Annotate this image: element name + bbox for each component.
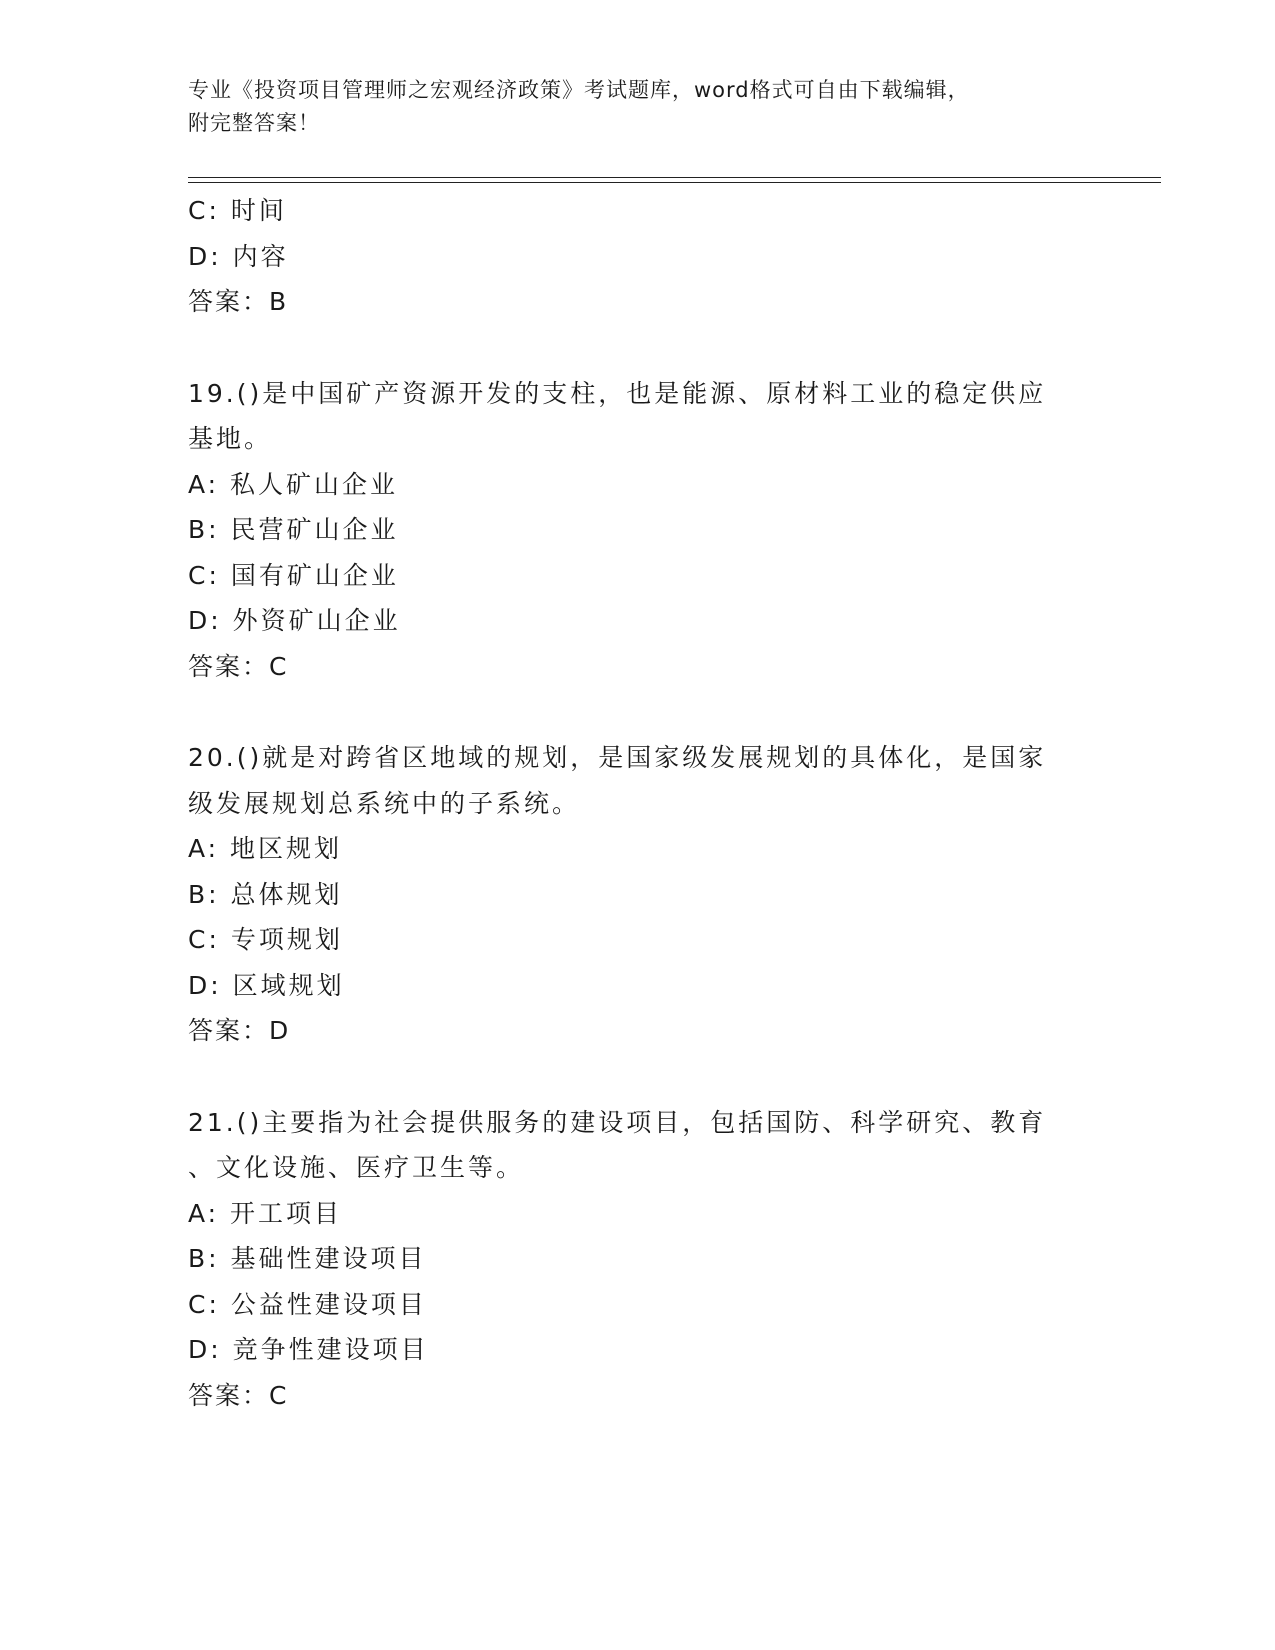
option-d: D: 竞争性建设项目 [188,1335,429,1364]
spacer [188,1054,1088,1100]
answer-line: 答案：B [188,287,289,316]
spacer [188,325,1088,371]
question-stem-line: 20.()就是对跨省区地域的规划，是国家级发展规划的具体化，是国家 [188,743,1047,772]
question-18-tail [188,188,1088,325]
option-d: D: 区域规划 [188,970,345,1000]
option-a: A: 私人矿山企业 [188,469,399,499]
option-c: C: 国有矿山企业 [188,560,399,590]
option-a: A: 地区规划 [188,834,343,863]
document-header-note [188,74,1088,140]
header-double-rule [188,177,1161,183]
question-list [188,188,1088,1418]
answer-line: 答案：C [188,651,289,681]
spacer [188,689,1088,735]
option-c: C: 时间 [188,196,287,225]
question-21 [188,1100,1088,1419]
option-d: D: 外资矿山企业 [188,606,401,635]
option-a: A: 开工项目 [188,1198,343,1228]
option-b: B: 总体规划 [188,879,343,909]
question-stem-line: 基地。 [188,424,273,453]
option-c: C: 公益性建设项目 [188,1289,427,1319]
option-d: D: 内容 [188,241,289,271]
question-20 [188,735,1088,1054]
option-b: B: 民营矿山企业 [188,515,399,544]
question-stem-line: 19.()是中国矿产资源开发的支柱，也是能源、原材料工业的稳定供应 [188,378,1047,408]
question-stem-line: 21.()主要指为社会提供服务的建设项目，包括国防、科学研究、教育 [188,1107,1047,1137]
question-stem-line: 级发展规划总系统中的子系统。 [188,788,581,818]
question-stem-line: 、文化设施、医疗卫生等。 [188,1153,525,1182]
option-b: B: 基础性建设项目 [188,1244,427,1273]
option-c: C: 专项规划 [188,925,343,954]
header-line-1: 专业《投资项目管理师之宏观经济政策》考试题库，word格式可自由下载编辑， [188,78,970,102]
answer-line: 答案：D [188,1016,291,1045]
answer-line: 答案：C [188,1380,289,1410]
header-line-2: 附完整答案！ [188,111,320,135]
question-19 [188,371,1088,690]
